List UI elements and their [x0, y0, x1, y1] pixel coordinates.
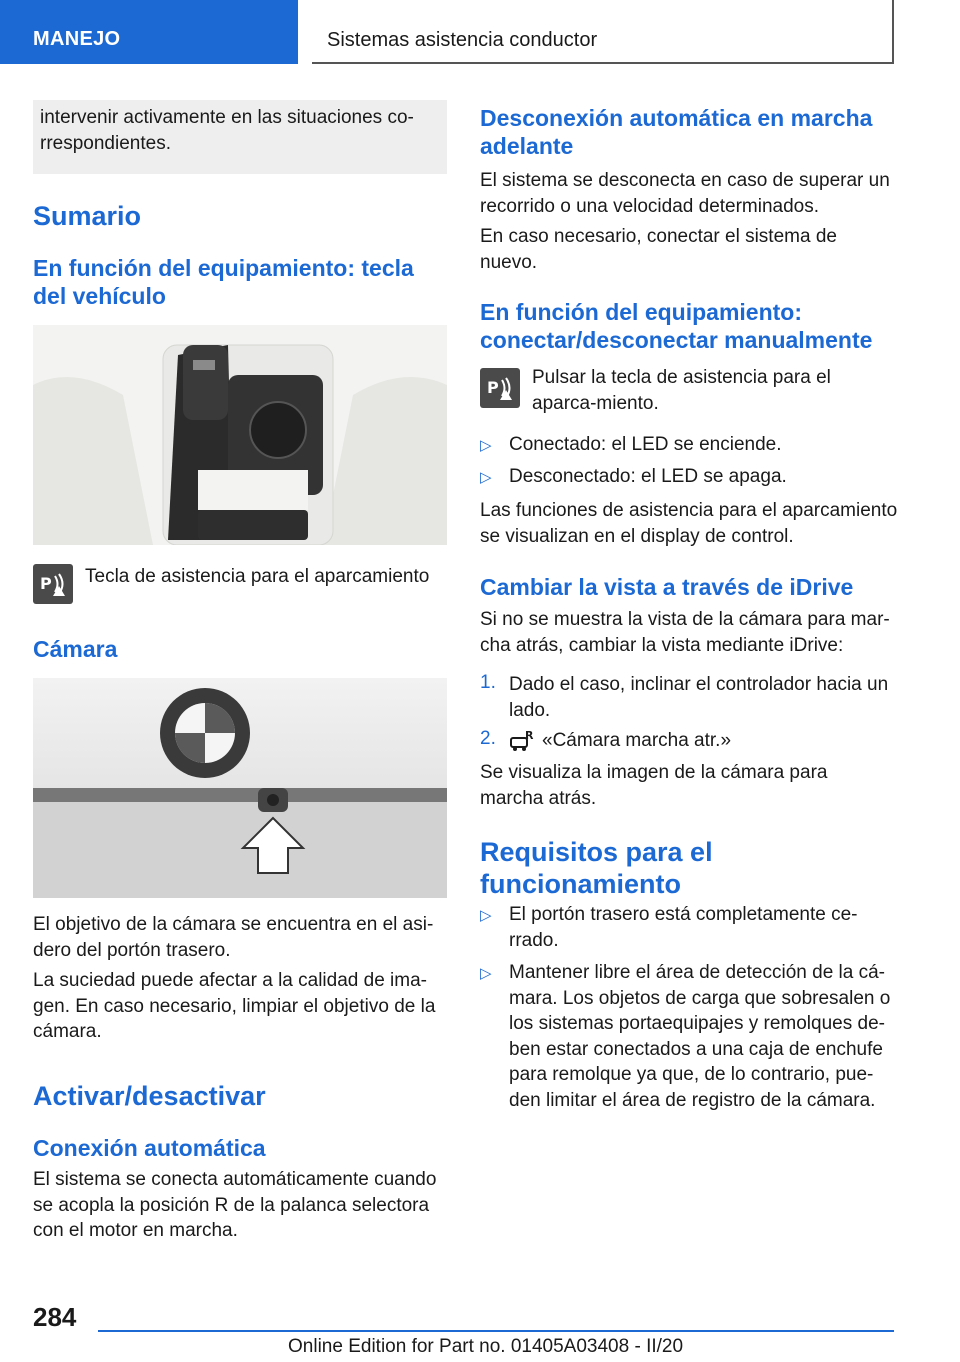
- heading-manual: En función del equipamiento: conectar/desconectar manualmente: [480, 299, 873, 353]
- bullet-glyph: ▷: [480, 965, 492, 982]
- list-item-text: Mantener libre el área de detección de la cá‐mara. Los objetos de carga que sobresalen o los sistemas portaequipajes y remolques de‐ben estar conectados a una caja de enchufe para remolque ya que, de lo contrario, pue‐den limitar el área de registro de la cámara.: [509, 962, 891, 1111]
- step-number: 1.: [480, 672, 496, 693]
- heading-desconexion: Desconexión automática en marcha adelante: [480, 105, 873, 159]
- section-tab: [0, 0, 298, 64]
- desconexion-paragraph-1: El sistema se desconecta en caso de superar un recorrido o una velocidad determinados.: [480, 170, 890, 217]
- park-assist-icon: [480, 368, 520, 408]
- list-item-text: Conectado: el LED se enciende.: [509, 434, 782, 455]
- steps-list: [480, 672, 894, 758]
- bullet-list-led: [480, 432, 894, 496]
- heading-tecla: En función del equipamiento: tecla del vehículo: [33, 255, 414, 309]
- section-title: MANEJO: [33, 28, 121, 50]
- heading-conexion: Conexión automática: [33, 1135, 266, 1161]
- bmw-logo: [160, 688, 250, 778]
- bullet-glyph: ▷: [480, 437, 492, 454]
- manual-caption: Pulsar la tecla de asistencia para el aparca‐miento.: [532, 367, 831, 414]
- camara-paragraph-2: La suciedad puede afectar a la calidad de ima‐gen. En caso necesario, limpiar el objetivo de la cámara.: [33, 970, 436, 1042]
- list-item: [480, 902, 894, 960]
- footer-edition: Online Edition for Part no. 01405A03408 - II/20: [288, 1336, 684, 1357]
- heading-sumario: Sumario: [33, 201, 142, 231]
- reverse-camera-icon: [509, 728, 535, 752]
- manual-paragraph: Las funciones de asistencia para el aparcamiento se visualizan en el display de control.: [480, 500, 898, 547]
- list-item-text: Desconectado: el LED se apaga.: [509, 466, 787, 487]
- vista-paragraph-2: Se visualiza la imagen de la cámara para marcha atrás.: [480, 762, 828, 809]
- conexion-paragraph: El sistema se conecta automáticamente cuando se acopla la posición R de la palanca selectora con el motor en marcha.: [33, 1169, 437, 1241]
- desconexion-paragraph-2: En caso necesario, conectar el sistema de nuevo.: [480, 226, 837, 273]
- park-assist-icon: [33, 564, 73, 604]
- heading-requisitos: Requisitos para el funcionamiento: [480, 837, 713, 899]
- list-item: [480, 728, 894, 758]
- step-text: «Cámara marcha atr.»: [542, 730, 732, 751]
- step-text: Dado el caso, inclinar el controlador hacia un lado.: [509, 674, 889, 721]
- chapter-title: Sistemas asistencia conductor: [327, 29, 598, 51]
- list-item: [480, 960, 894, 1120]
- footer-rule: [98, 1330, 894, 1332]
- list-item: [480, 464, 894, 496]
- svg-text:P: P: [487, 378, 499, 397]
- camera-image: [33, 678, 447, 898]
- vista-paragraph: Si no se muestra la vista de la cámara para mar‐cha atrás, cambiar la vista mediante iDrive:: [480, 609, 890, 656]
- step-number: 2.: [480, 728, 496, 749]
- list-item: [480, 672, 894, 728]
- heading-camara: Cámara: [33, 636, 118, 662]
- camara-paragraph-1: El objetivo de la cámara se encuentra en el asi‐dero del portón trasero.: [33, 914, 434, 961]
- bullet-glyph: ▷: [480, 907, 492, 924]
- tecla-caption: Tecla de asistencia para el aparcamiento: [85, 566, 430, 587]
- list-item: [480, 432, 894, 464]
- heading-vista: Cambiar la vista a través de iDrive: [480, 574, 854, 600]
- heading-activar: Activar/desactivar: [33, 1081, 266, 1111]
- note-box: [33, 100, 447, 174]
- page-number: 284: [33, 1302, 77, 1332]
- bullet-list-requisitos: [480, 902, 894, 1120]
- chapter-header: [312, 0, 894, 64]
- svg-text:P: P: [40, 574, 52, 593]
- bullet-glyph: ▷: [480, 469, 492, 486]
- list-item-text: El portón trasero está completamente ce‐rrado.: [509, 904, 858, 951]
- note-text: intervenir activamente en las situaciones co‐rrespondientes.: [40, 107, 414, 154]
- console-image: [33, 325, 447, 545]
- svg-text:R: R: [525, 729, 534, 742]
